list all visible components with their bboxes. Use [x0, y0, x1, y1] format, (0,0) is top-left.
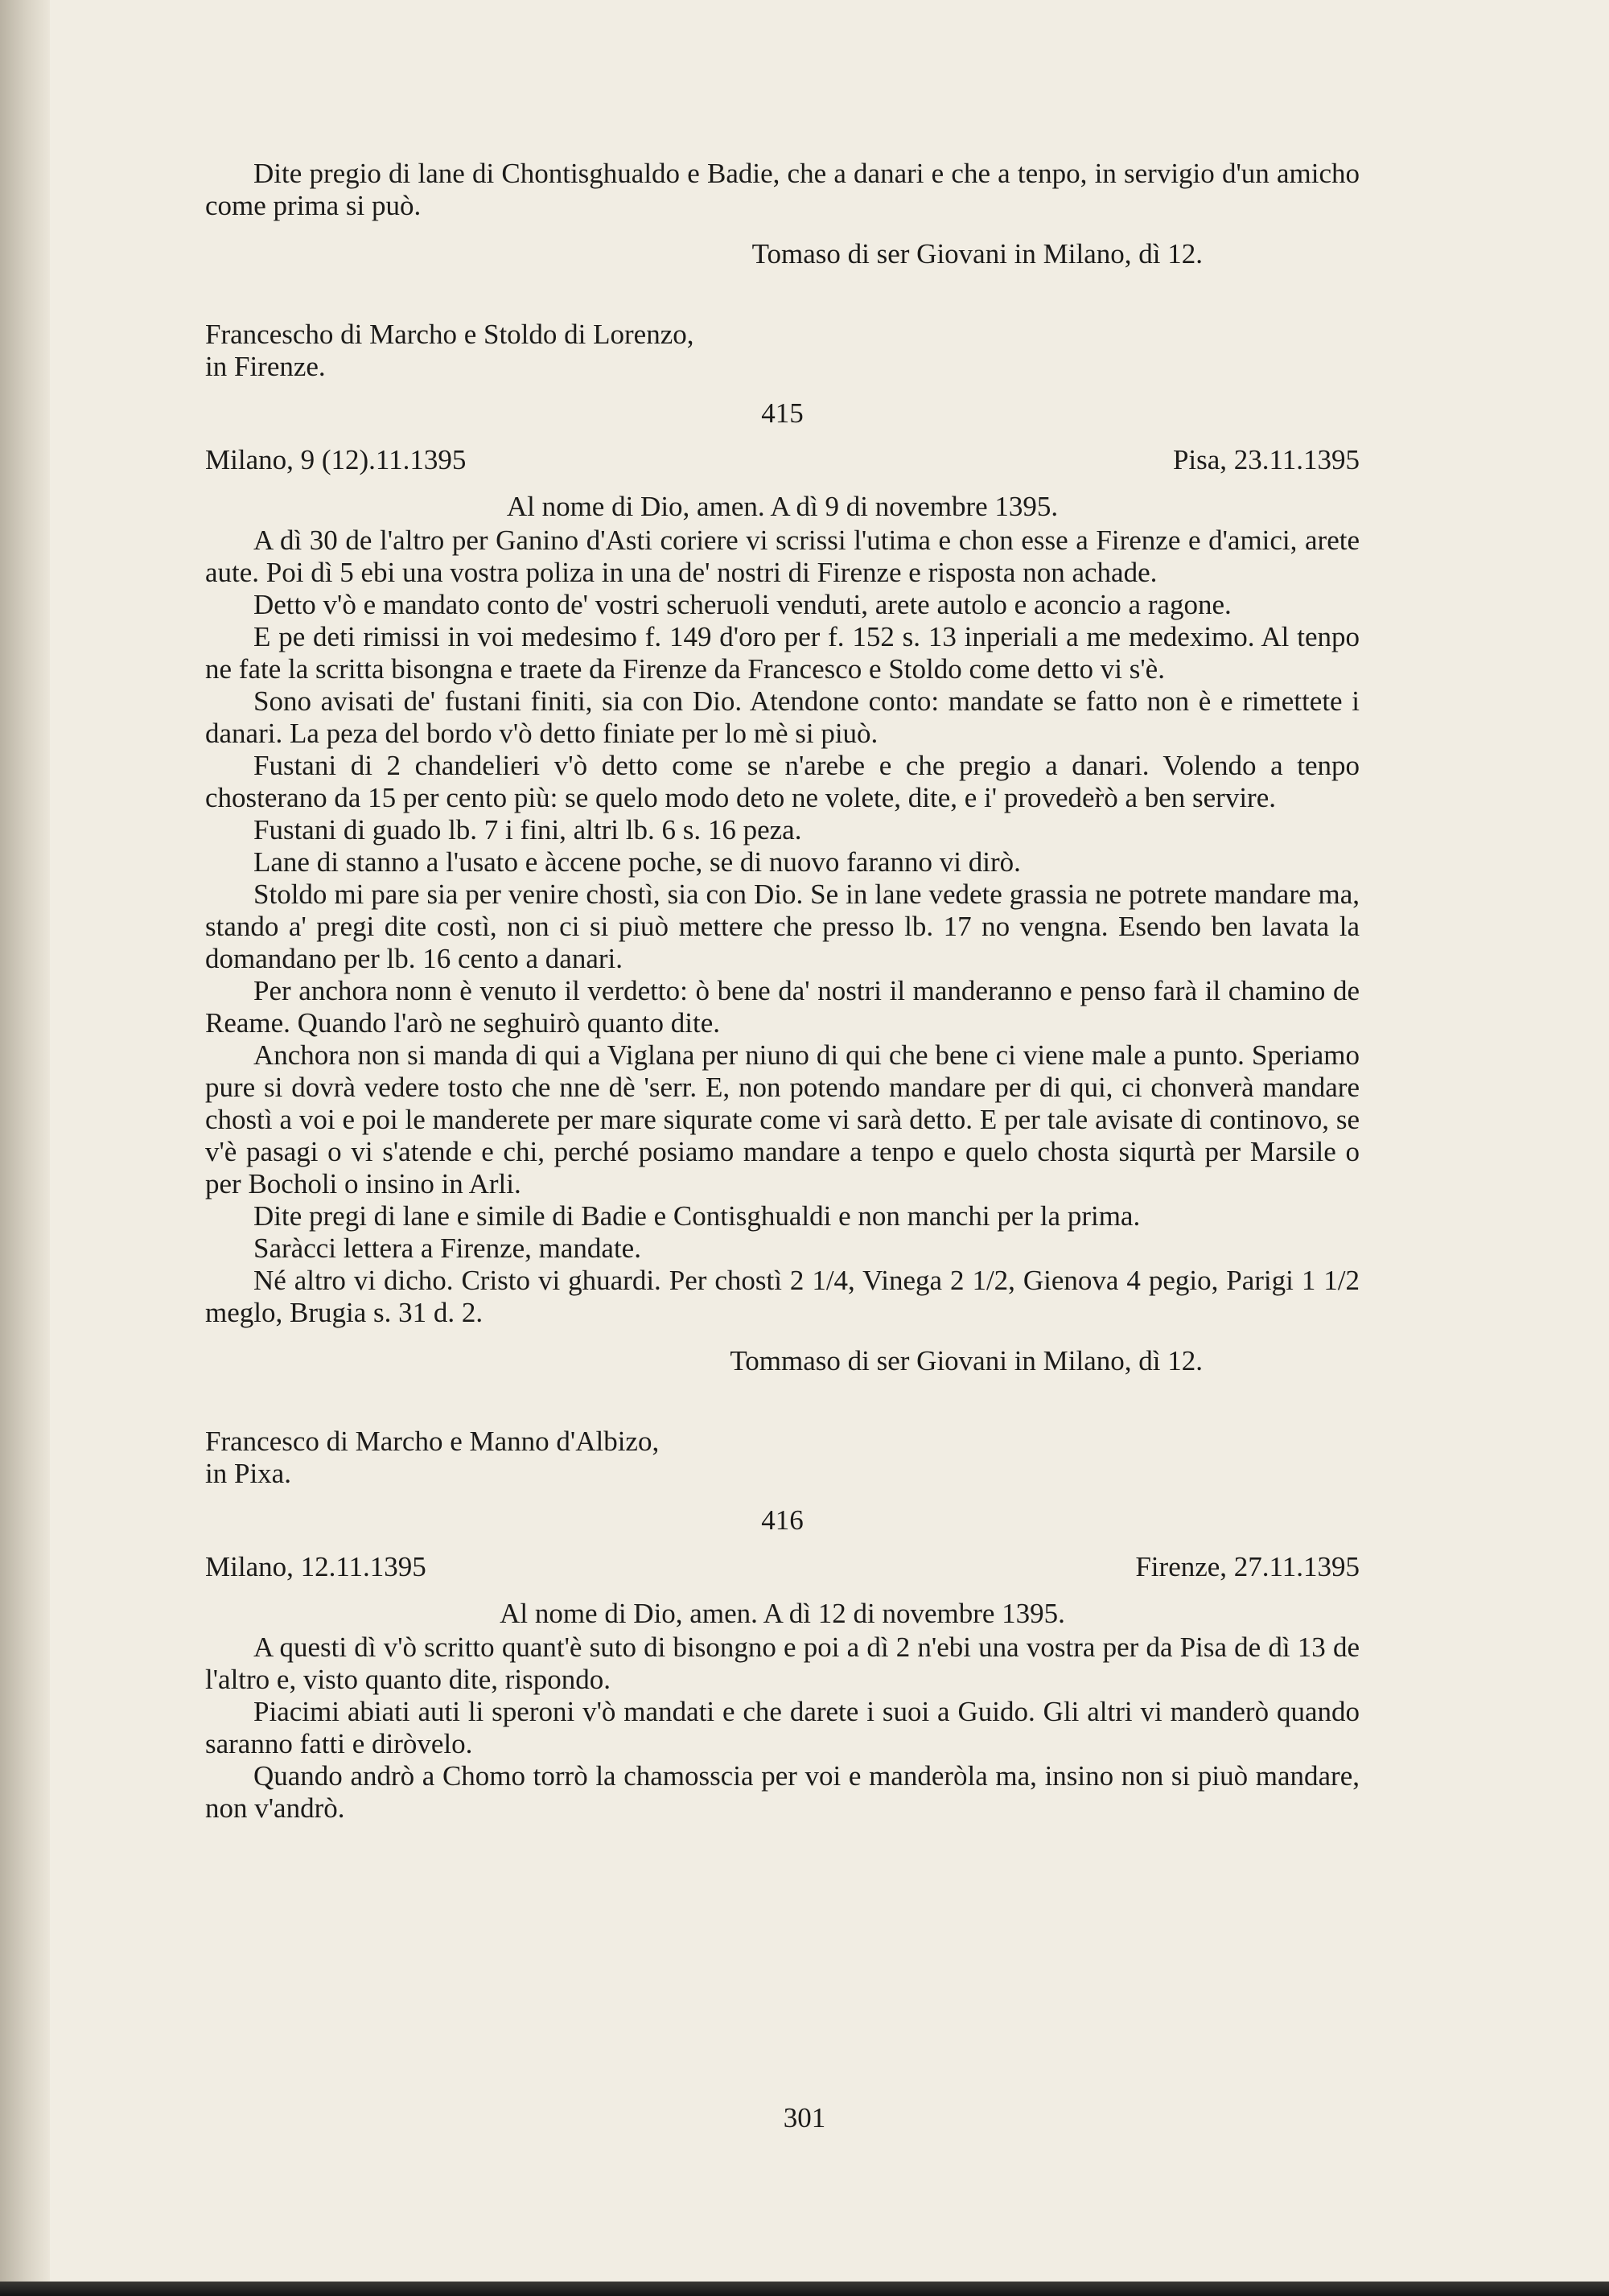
sender-place-date: Milano, 9 (12).11.1395	[205, 444, 467, 475]
address-line: in Pixa.	[205, 1458, 291, 1489]
paragraph: Dite pregi di lane e simile di Badie e Contisghualdi e non manchi per la prima.	[253, 1200, 1141, 1232]
letter-dateline	[205, 444, 1360, 476]
signature: Tommaso di ser Giovani in Milano, dì 12.	[730, 1345, 1203, 1376]
address-line: in Firenze.	[205, 351, 326, 382]
receipt-place-date: Firenze, 27.11.1395	[1135, 1551, 1360, 1582]
page-number: 301	[783, 2102, 826, 2133]
paragraph: A questi dì v'ò scritto quant'è suto di bisongno e poi a dì 2 n'ebi una vostra per da Pisa de dì 13 de l'altro e, visto quanto dite, rispondo.	[205, 1631, 1360, 1695]
address-line: Francesco di Marcho e Manno d'Albizo,	[205, 1426, 660, 1457]
paragraph: Fustani di guado lb. 7 i fini, altri lb. 6 s. 16 peza.	[253, 814, 802, 846]
letter-opening: Al nome di Dio, amen. A dì 12 di novembre 1395.	[500, 1598, 1065, 1629]
paragraph: E pe deti rimissi in voi medesimo f. 149 d'oro per f. 152 s. 13 inperiali a me medeximo. Al tenpo ne fate la scritta bisongna e traete da Firenze da Francesco e Stoldo come detto vi s'è.	[205, 621, 1360, 685]
paragraph: Quando andrò a Chomo torrò la chamosscia per voi e manderòla ma, insino non si piuò mandare, non v'andrò.	[205, 1760, 1360, 1824]
paragraph: Né altro vi dicho. Cristo vi ghuardi. Per chostì 2 1/4, Vinega 2 1/2, Gienova 4 pegio, Parigi 1 1/2 meglo, Brugia s. 31 d. 2.	[205, 1265, 1360, 1328]
paragraph: Lane di stanno a l'usato e àccene poche, se di nuovo faranno vi dirò.	[253, 846, 1021, 878]
signature: Tomaso di ser Giovani in Milano, dì 12.	[751, 238, 1203, 270]
paragraph: Sono avisati de' fustani finiti, sia con Dio. Atendone conto: mandate se fatto non è e rimettete i danari. La peza del bordo v'ò detto finiate per lo mè si piuò.	[205, 685, 1360, 749]
paragraph: Dite pregio di lane di Chontisghualdo e Badie, che a danari e che a tenpo, in servigio d'un amicho come prima si può.	[205, 158, 1360, 221]
letter-prev-tail	[205, 158, 1360, 383]
paragraph: Anchora non si manda di qui a Viglana per niuno di qui che bene ci viene male a punto. Speriamo pure si dovrà vedere tosto che nne dè 'serr. E, non potendo mandare per di qui, ci chonverà mandare chostì a voi e poi le manderete per mare siqurate come vi sarà detto. E per tale avisate di continovo, se v'è pasagi o vi s'atende e chi, perché posiamo mandare a tenpo e quelo chosta siqurtà per Marsile o per Bocholi o insino in Arli.	[205, 1039, 1360, 1199]
page-bottom-edge	[0, 2282, 1609, 2296]
letter-number: 415	[761, 397, 804, 429]
paragraph: A dì 30 de l'altro per Ganino d'Asti coriere vi scrissi l'utima e chon esse a Firenze e d'amici, arete aute. Poi dì 5 ebi una vostra poliza in una de' nostri di Firenze e risposta non achade.	[205, 525, 1360, 588]
letter-dateline	[205, 1551, 1360, 1583]
letter-416	[205, 1504, 1360, 1825]
letter-number: 416	[761, 1504, 804, 1536]
page-text	[205, 158, 1360, 1825]
letter-415	[205, 397, 1360, 1490]
sender-place-date: Milano, 12.11.1395	[205, 1551, 426, 1582]
address-line: Francescho di Marcho e Stoldo di Lorenzo,	[205, 319, 694, 350]
paragraph: Detto v'ò e mandato conto de' vostri scheruoli venduti, arete autolo e aconcio a ragone.	[253, 589, 1232, 620]
paragraph: Saràcci lettera a Firenze, mandate.	[253, 1232, 641, 1264]
paragraph: Fustani di 2 chandelieri v'ò detto come se n'arebe e che pregio a danari. Volendo a tenpo chosterano da 15 per cento più: se quelo modo deto ne volete, dite, e i' proveder̀ò a ben servire.	[205, 750, 1360, 813]
letter-opening: Al nome di Dio, amen. A dì 9 di novembre 1395.	[506, 491, 1059, 522]
paragraph: Per anchora nonn è venuto il verdetto: ò bene da' nostri il manderanno e penso farà il chamino de Reame. Quando l'arò ne seghuirò quanto dite.	[205, 975, 1360, 1039]
book-gutter	[0, 0, 50, 2296]
receipt-place-date: Pisa, 23.11.1395	[1172, 444, 1360, 475]
paragraph: Piacimi abiati auti li speroni v'ò mandati e che darete i suoi a Guido. Gli altri vi manderò quando saranno fatti e diròvelo.	[205, 1696, 1360, 1759]
paragraph: Stoldo mi pare sia per venire chostì, sia con Dio. Se in lane vedete grassia ne potrete mandare ma, stando a' pregi dite costì, non ci si piuò mettere che presso lb. 17 no vengna. Esendo ben lavata la domandano per lb. 16 cento a danari.	[205, 878, 1360, 974]
